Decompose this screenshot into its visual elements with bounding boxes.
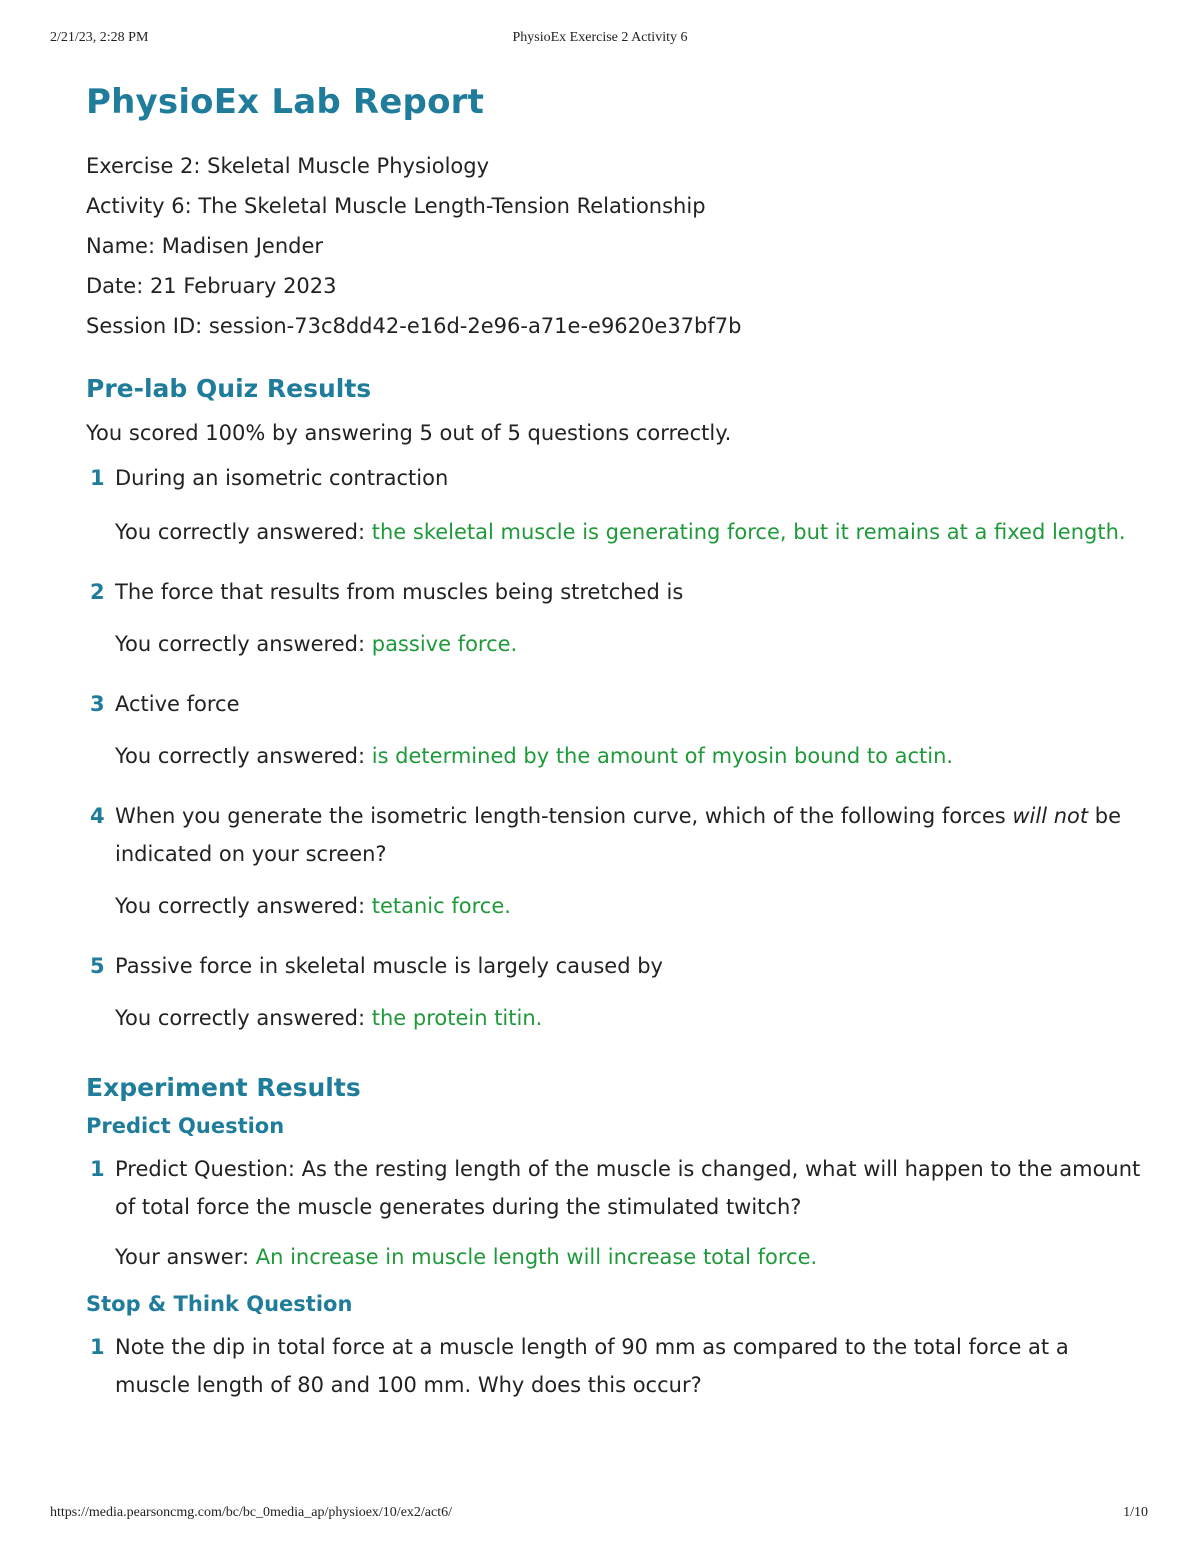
question-number: 2 [90, 580, 105, 604]
answer-prefix: You correctly answered: [115, 744, 372, 768]
answer-prefix: Your answer: [115, 1245, 256, 1269]
report-content [86, 82, 1146, 1404]
quiz-answer [86, 999, 1146, 1037]
page-number: 1/10 [1123, 1505, 1148, 1520]
question-number: 5 [90, 954, 105, 978]
question-emphasis: will not [1012, 804, 1089, 828]
quiz-question [86, 573, 1146, 611]
question-number: 4 [90, 804, 105, 828]
answer-text: passive force. [371, 632, 518, 656]
question-number: 3 [90, 692, 105, 716]
quiz-answer [86, 625, 1146, 663]
question-text: The force that results from muscles being stretched is [115, 580, 684, 604]
question-text: Active force [115, 692, 240, 716]
quiz-question [86, 685, 1146, 723]
prelab-score: You scored 100% by answering 5 out of 5 questions correctly. [86, 421, 732, 445]
quiz-answer [86, 513, 1146, 551]
answer-text: the skeletal muscle is generating force, but it remains at a fixed length. [371, 520, 1126, 544]
answer-prefix: You correctly answered: [115, 632, 372, 656]
question-number: 1 [90, 1335, 105, 1359]
print-title: PhysioEx Exercise 2 Activity 6 [512, 30, 688, 45]
answer-text: tetanic force. [371, 894, 511, 918]
activity-line: Activity 6: The Skeletal Muscle Length-Tension Relationship [86, 194, 706, 218]
predict-heading: Predict Question [86, 1114, 285, 1138]
answer-prefix: You correctly answered: [115, 1006, 372, 1030]
question-number: 1 [90, 466, 105, 490]
predict-answer [86, 1238, 1146, 1276]
answer-prefix: You correctly answered: [115, 894, 372, 918]
exercise-line: Exercise 2: Skeletal Muscle Physiology [86, 154, 490, 178]
predict-question [86, 1150, 1146, 1226]
session-line: Session ID: session-73c8dd42-e16d-2e96-a71e-e9620e37bf7b [86, 314, 742, 338]
experiment-heading: Experiment Results [86, 1073, 361, 1102]
answer-text: the protein titin. [371, 1006, 543, 1030]
date-line: Date: 21 February 2023 [86, 274, 337, 298]
question-text: During an isometric contraction [115, 466, 449, 490]
quiz-question [86, 947, 1146, 985]
answer-text: An increase in muscle length will increase total force. [255, 1245, 818, 1269]
quiz-answer [86, 737, 1146, 775]
name-line: Name: Madisen Jender [86, 234, 324, 258]
stop-think-heading: Stop & Think Question [86, 1292, 353, 1316]
question-text: Passive force in skeletal muscle is largely caused by [115, 954, 663, 978]
question-text: When you generate the isometric length-tension curve, which of the following forces [115, 804, 1013, 828]
answer-prefix: You correctly answered: [115, 520, 372, 544]
print-datetime: 2/21/23, 2:28 PM [50, 30, 149, 45]
quiz-answer [86, 887, 1146, 925]
report-title: PhysioEx Lab Report [86, 82, 485, 122]
question-text: Note the dip in total force at a muscle length of 90 mm as compared to the total force at a muscle length of 80 and 100 mm. Why does this occur? [115, 1335, 1069, 1397]
question-text: Predict Question: As the resting length of the muscle is changed, what will happen to the amount of total force the muscle generates during the stimulated twitch? [115, 1157, 1141, 1219]
prelab-heading: Pre-lab Quiz Results [86, 374, 372, 403]
answer-text: is determined by the amount of myosin bound to actin. [371, 744, 954, 768]
stop-think-question [86, 1328, 1146, 1404]
print-url: https://media.pearsoncmg.com/bc/bc_0media_ap/physioex/10/ex2/act6/ [50, 1505, 453, 1520]
quiz-question [86, 797, 1146, 873]
quiz-question [86, 459, 1146, 497]
report-meta [86, 146, 1146, 346]
question-number: 1 [90, 1157, 105, 1181]
question-text-end: be indicated on your screen? [115, 804, 1122, 866]
